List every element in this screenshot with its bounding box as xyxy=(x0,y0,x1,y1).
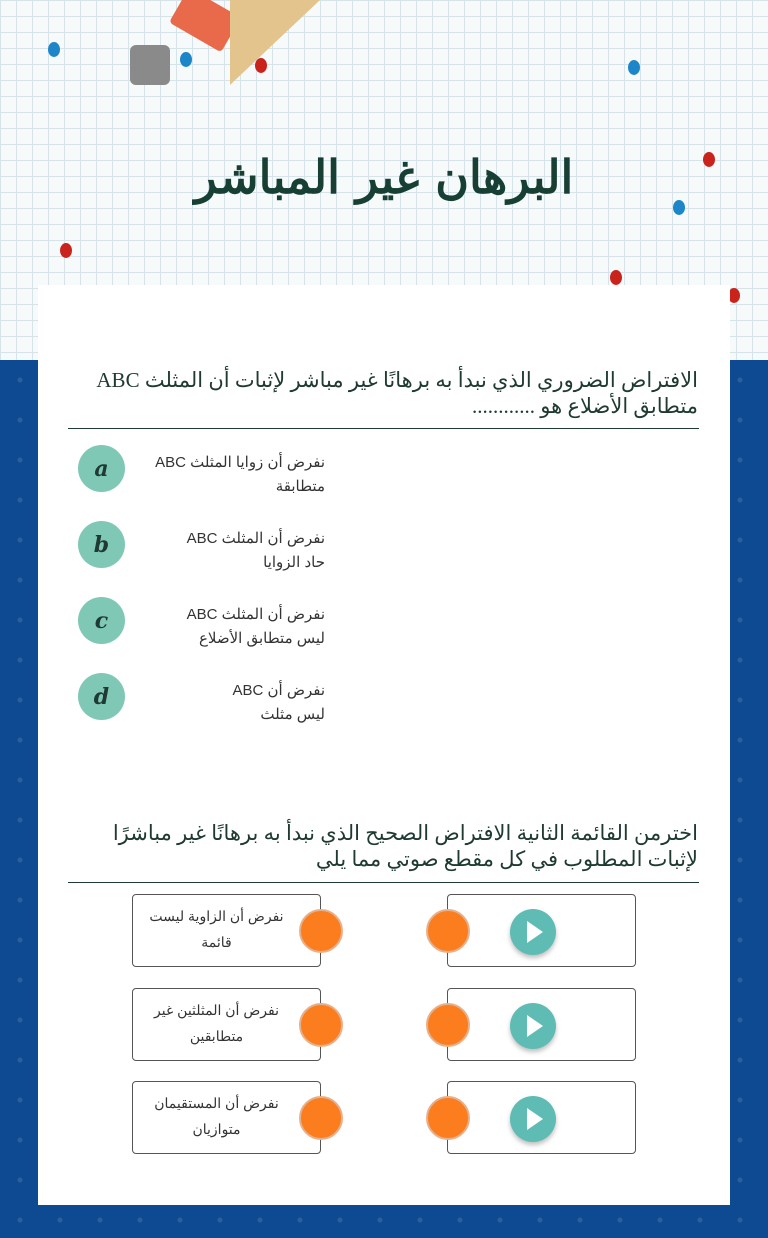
match-connector[interactable] xyxy=(299,1096,343,1140)
option-text: نفرض أن المثلث ABC حاد الزوايا xyxy=(186,530,325,571)
match-connector[interactable] xyxy=(426,1003,470,1047)
option-a[interactable] xyxy=(78,445,325,499)
play-icon[interactable] xyxy=(510,909,556,955)
audio-box xyxy=(447,894,636,967)
option-letter: b xyxy=(78,521,125,568)
decor-dot xyxy=(180,52,192,67)
answer-box[interactable] xyxy=(132,1081,321,1154)
match-connector[interactable] xyxy=(299,1003,343,1047)
answer-text: نفرض أن المثلثين غير متطابقين xyxy=(154,1002,279,1044)
option-text: نفرض أن ABC ليس مثلث xyxy=(232,682,325,723)
play-icon[interactable] xyxy=(510,1003,556,1049)
answer-box[interactable] xyxy=(132,988,321,1061)
answer-text: نفرض أن المستقيمان متوازيان xyxy=(154,1095,279,1137)
decor-dot xyxy=(628,60,640,75)
sharpener-image xyxy=(130,45,170,85)
divider xyxy=(68,882,699,883)
page-title: البرهان غير المباشر xyxy=(194,150,574,204)
ruler-image xyxy=(230,0,320,85)
option-d[interactable] xyxy=(78,673,325,727)
option-letter: d xyxy=(78,673,125,720)
option-b[interactable] xyxy=(78,521,325,575)
option-text: نفرض أن المثلث ABC ليس متطابق الأضلاع xyxy=(186,606,325,647)
decor-dot xyxy=(610,270,622,285)
match-connector[interactable] xyxy=(426,1096,470,1140)
option-letter: a xyxy=(78,445,125,492)
question-2-text: اخترمن القائمة الثانية الافتراض الصحيح الذي نبدأ به برهانًا غير مباشرًا لإثبات المطلوب في كل مقطع صوتي مما يلي xyxy=(112,821,698,871)
option-c[interactable] xyxy=(78,597,325,651)
divider xyxy=(68,428,699,429)
option-text: نفرض أن زوايا المثلث ABC متطابقة xyxy=(155,454,325,495)
match-connector[interactable] xyxy=(426,909,470,953)
audio-box xyxy=(447,988,636,1061)
audio-box xyxy=(447,1081,636,1154)
match-connector[interactable] xyxy=(299,909,343,953)
worksheet-card xyxy=(38,285,730,1205)
option-letter: c xyxy=(78,597,125,644)
play-icon[interactable] xyxy=(510,1096,556,1142)
answer-text: نفرض أن الزاوية ليست قائمة xyxy=(149,908,284,950)
decor-dot xyxy=(60,243,72,258)
decor-dot xyxy=(48,42,60,57)
answer-box[interactable] xyxy=(132,894,321,967)
question-1-text: الافتراض الضروري الذي نبدأ به برهانًا غير مباشر لإثبات أن المثلث ABC متطابق الأضلاع هو ............ xyxy=(96,368,698,418)
